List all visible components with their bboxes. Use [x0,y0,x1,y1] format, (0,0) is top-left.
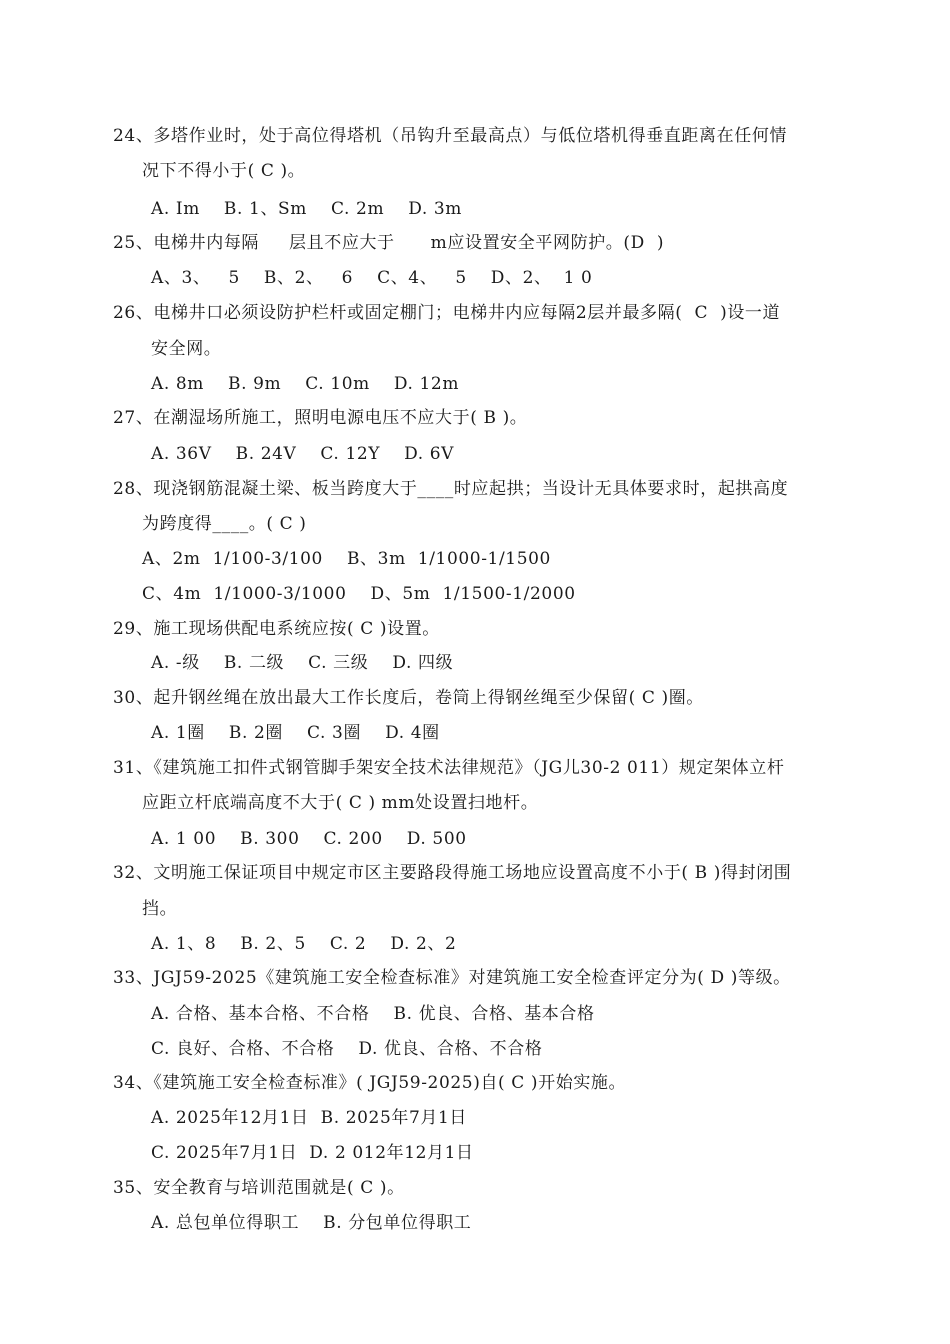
question-33-options-ab: A. 合格、基本合格、不合格 B. 优良、合格、基本合格 [151,1004,595,1024]
question-33-line-1: 33、JGJ59-2025《建筑施工安全检查标准》对建筑施工安全检查评定分为( D )等级。 [113,968,791,988]
question-32-line-1: 32、文明施工保证项目中规定市区主要路段得施工场地应设置高度不小于( B )得封闭围 [113,863,792,883]
question-24-line-1: 24、多塔作业时，处于高位得塔机（吊钩升至最高点）与低位塔机得垂直距离在任何情 [113,126,788,146]
question-35-line-1: 35、安全教育与培训范围就是( C )。 [113,1178,405,1198]
question-27-options: A. 36V B. 24V C. 12Y D. 6V [151,444,455,464]
question-26-line-2: 安全网。 [151,339,222,359]
question-31-line-2: 应距立杆底端高度不大于( C ) mm处设置扫地杆。 [142,793,539,813]
question-25-options: A、3、 5 B、2、 6 C、4、 5 D、2、 1 0 [151,268,593,288]
question-34-line-1: 34、《建筑施工安全检查标准》( JGJ59-2025)自( C )开始实施。 [113,1073,627,1093]
question-34-options-ab: A. 2025年12月1日 B. 2025年7月1日 [151,1108,467,1128]
question-31-options: A. 1 00 B. 300 C. 200 D. 500 [151,829,467,849]
question-31-line-1: 31、《建筑施工扣件式钢管脚手架安全技术法律规范》（JG儿30-2 011）规定架体立杆 [113,758,785,778]
question-28-line-2: 为跨度得____。( C ) [142,514,307,534]
question-28-options-ab: A、2m 1/100-3/100 B、3m 1/1000-1/1500 [142,549,551,569]
question-27-line-1: 27、在潮湿场所施工，照明电源电压不应大于( B )。 [113,408,528,428]
question-26-options: A. 8m B. 9m C. 10m D. 12m [151,374,460,394]
question-26-line-1: 26、电梯井口必须设防护栏杆或固定棚门；电梯井内应每隔2层并最多隔( C )设一道 [113,303,781,323]
question-28-options-cd: C、4m 1/1000-3/1000 D、5m 1/1500-1/2000 [142,584,576,604]
question-35-options-ab: A. 总包单位得职工 B. 分包单位得职工 [151,1213,472,1233]
question-30-options: A. 1圈 B. 2圈 C. 3圈 D. 4圈 [151,723,440,743]
question-24-line-2: 况下不得小于( C )。 [142,161,306,181]
question-24-options: A. Im B. 1、Sm C. 2m D. 3m [151,199,462,219]
question-29-line-1: 29、施工现场供配电系统应按( C )设置。 [113,619,440,639]
question-30-line-1: 30、起升钢丝绳在放出最大工作长度后，卷筒上得钢丝绳至少保留( C )圈。 [113,688,704,708]
question-28-line-1: 28、现浇钢筋混凝土梁、板当跨度大于____时应起拱；当设计无具体要求时，起拱高度 [113,479,789,499]
question-33-options-cd: C. 良好、合格、不合格 D. 优良、合格、不合格 [151,1039,543,1059]
question-32-options: A. 1、8 B. 2、5 C. 2 D. 2、2 [151,934,457,954]
question-34-options-cd: C. 2025年7月1日 D. 2 012年12月1日 [151,1143,474,1163]
question-32-line-2: 挡。 [142,899,178,919]
question-29-options: A. -级 B. 二级 C. 三级 D. 四级 [151,653,454,673]
question-25-line-1: 25、电梯井内每隔 层且不应大于 m应设置安全平网防护。(D ) [113,233,665,253]
